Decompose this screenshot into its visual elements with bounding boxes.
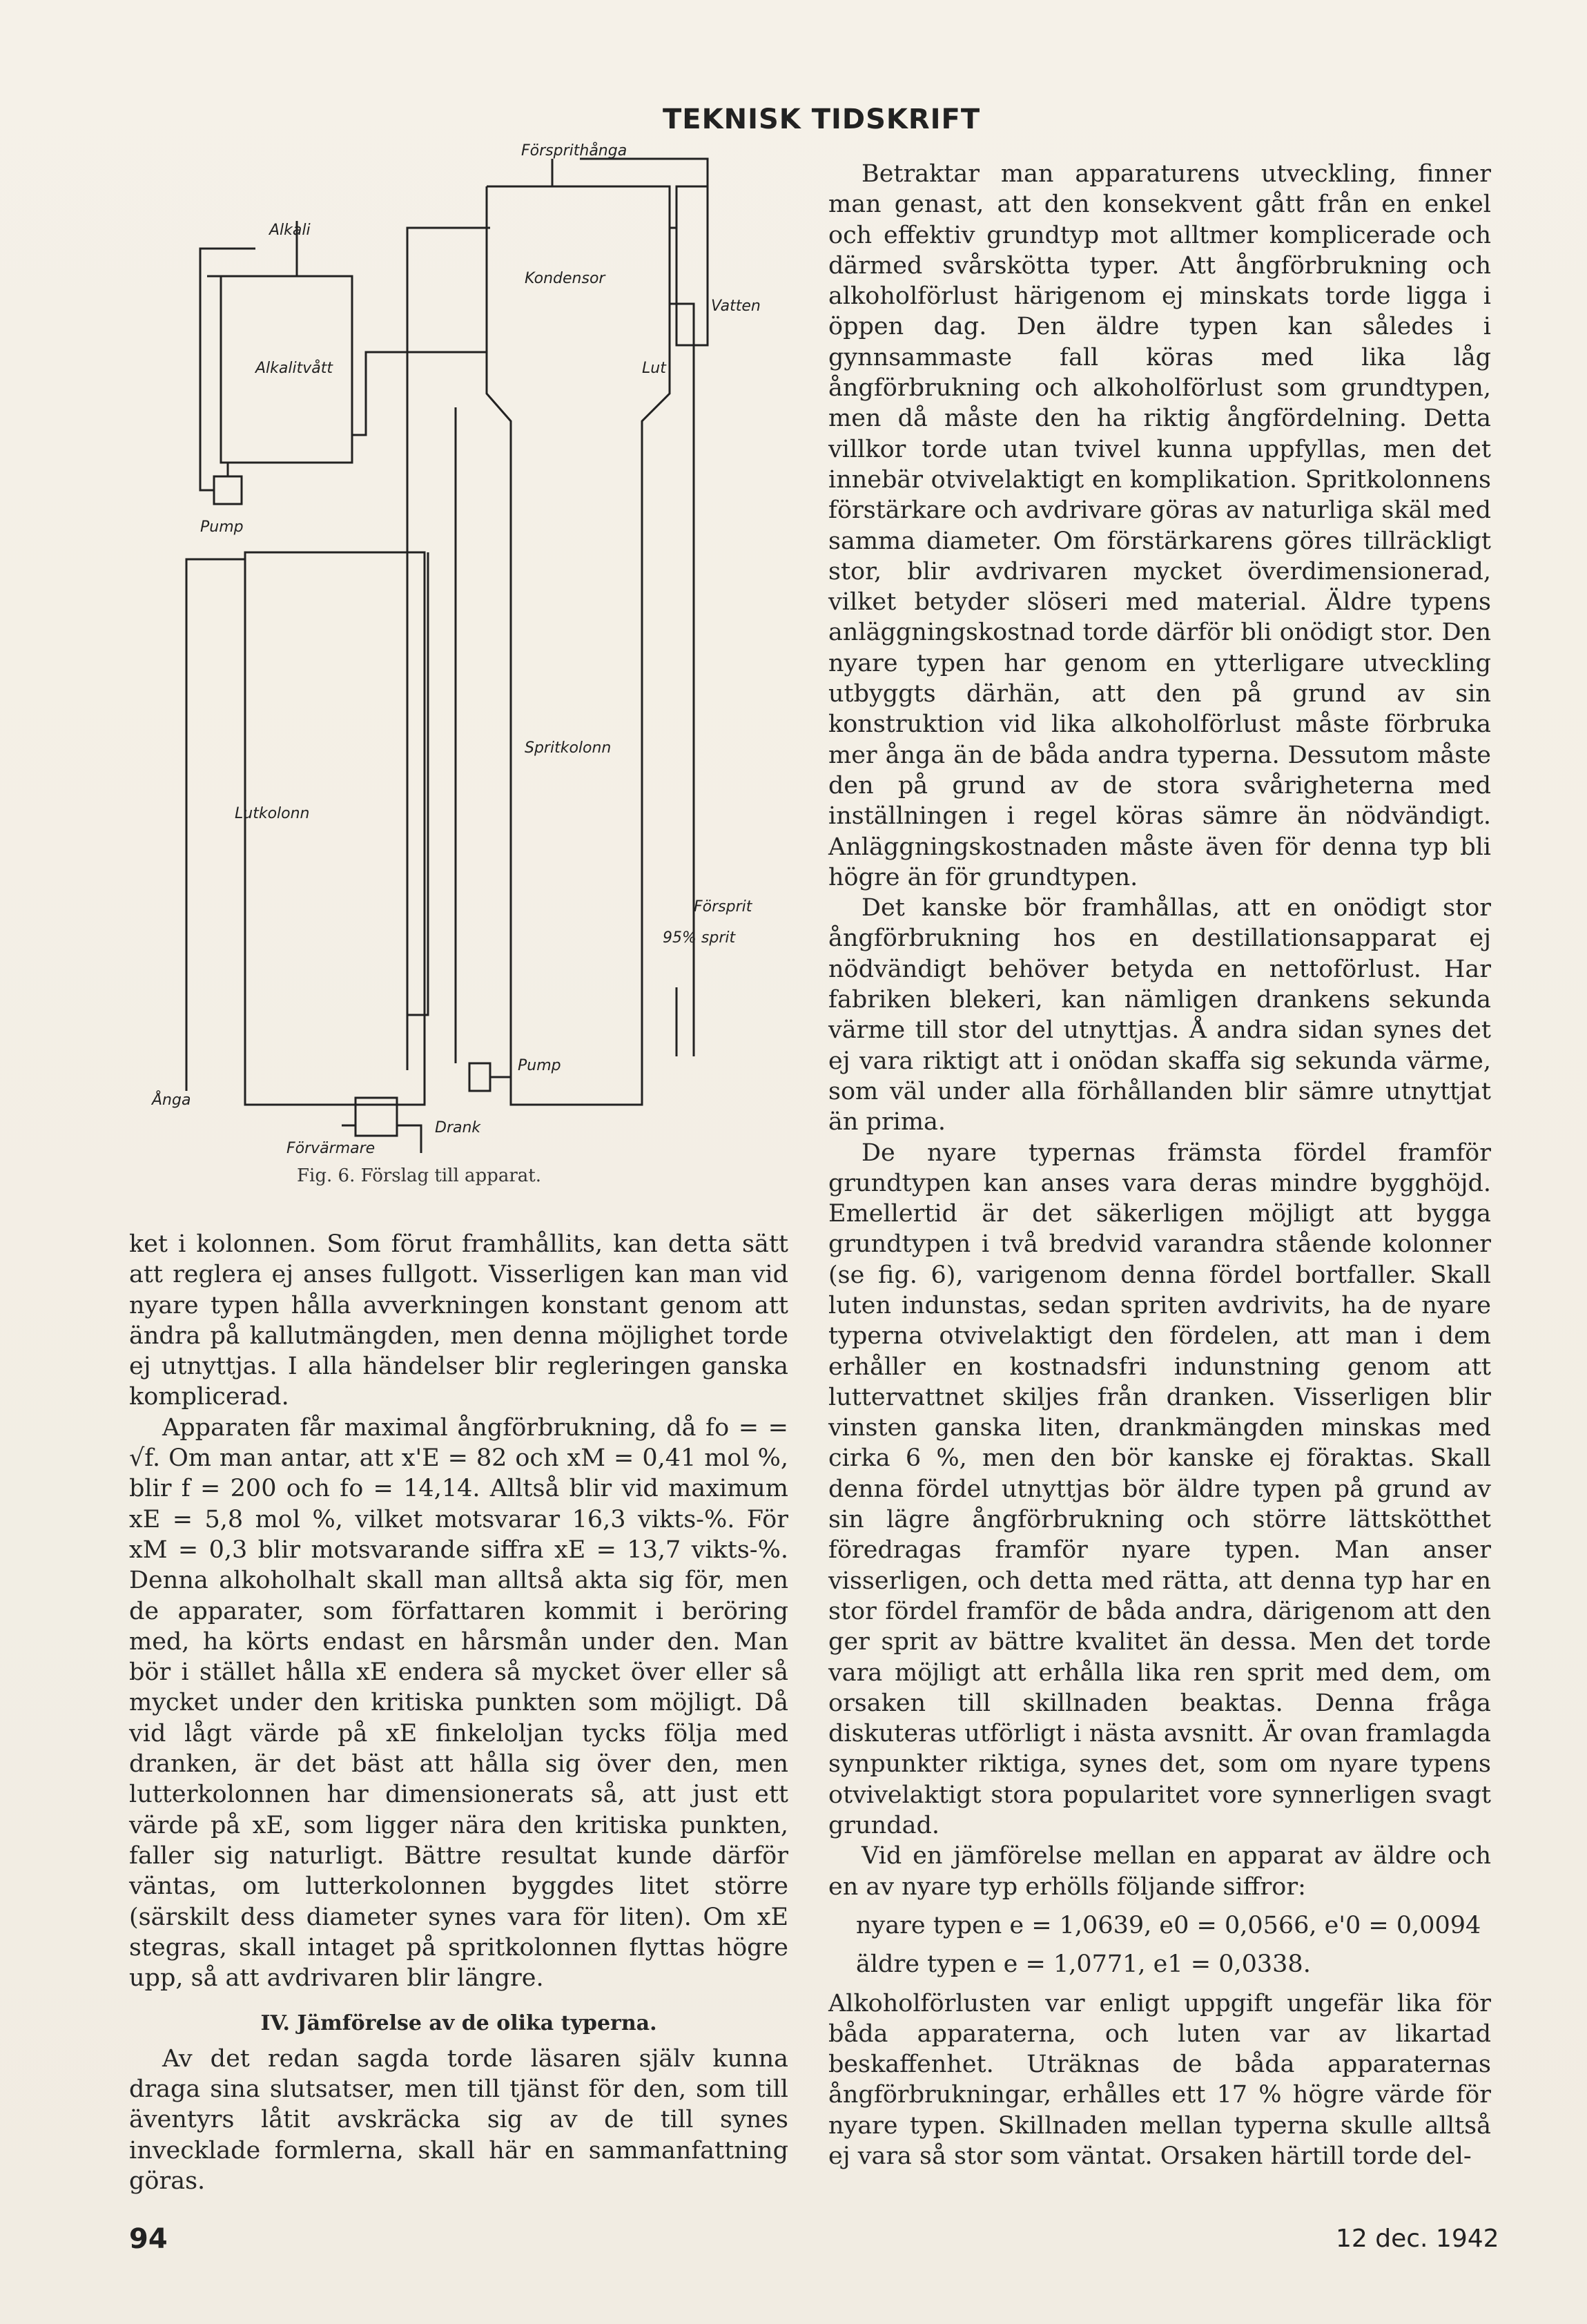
paragraph: Det kanske bör framhållas, att en onödigt stor ångförbrukning hos en destillationsapparat ej nödvändigt behöver betyda en nettoförlust. Har fabriken blekeri, kan nämligen drankens sekunda värme till stor del utnyttjas. Å andra sidan synes det ej vara riktigt att i onödan skaffa sig sekunda värme, som väl under alla förhållanden blir sämre utnyttjat än prima. [828,894,1491,1136]
paragraph: Vid en jämförelse mellan en apparat av äldre och en av nyare typ erhölls följande siffror: [828,1842,1491,1901]
label-forvarmare: Förvärmare [286,1140,376,1157]
label-sprit95: 95% sprit [663,929,736,947]
forspritkylare [676,186,708,345]
apparatus-diagram [152,142,787,1174]
figure-caption: Fig. 6. Förslag till apparat. [297,1165,541,1186]
label-alkalivatt: Alkalitvått [255,360,333,377]
label-pump-top: Pump [200,519,244,536]
label-drank: Drank [435,1119,481,1136]
figure-6 [152,142,787,1174]
spritkolonn-vessel [487,186,670,1105]
page-number: 94 [129,2223,168,2255]
label-lutkolonn: Lutkolonn [235,805,310,822]
label-alkali: Alkali [269,222,311,239]
label-vatten: Vatten [711,298,761,315]
label-forsprit-ang: Försprithånga [521,142,627,159]
paragraph: De nyare typernas främsta fördel framför grundtypen kan anses vara deras mindre bygghöjd. Emellertid är det säkerligen möjligt att bygga grundtypen i två bredvid varandra stående kolonner (se fig. 6), varigenom denna fördel bortfaller. Skall luten indunstas, sedan spriten avdrivits, ha de nyare typerna otvivelaktigt den fördelen, att man i dem erhåller en kostnadsfri indunstning genom att luttervattnet skiljes från dranken. Visserligen blir vinsten ganska liten, drankmängden minskas med cirka 6 %, men den bör kanske ej föraktas. Skall denna fördel utnyttjas bör äldre typen på grund av sin lägre ångförbrukning och större lättskötthet föredragas framför nyare typen. Man anser visserligen, och detta med rätta, att denna typ har en stor fördel framför de båda andra, därigenom att den ger sprit av bättre kvalitet än dessa. Men det torde vara möjligt att erhålla lika ren sprit med dem, om orsaken till skillnaden beaktas. Denna fråga diskuteras utförligt i nästa avsnitt. Är ovan framlagda synpunkter riktiga, synes det, som om nyare typens otvivelaktigt stora popularitet vore synnerligen svagt grundad. [828,1139,1491,1840]
right-text-column [828,159,1491,2171]
paragraph: ket i kolonnen. Som förut framhållits, kan detta sätt att reglera ej anses fullgott. Visserligen kan man vid nyare typen hålla avverkningen konstant genom att ändra på kallutmängden, men denna möjlighet torde ej utnyttjas. I alla händelser blir regleringen ganska komplicerad. [129,1230,788,1411]
paragraph: Alkoholförlusten var enligt uppgift ungefär lika för båda apparaterna, och luten var av likartad beskaffenhet. Uträknas de båda apparaternas ångförbrukningar, erhålles ett 17 % högre värde för nyare typen. Skillnaden mellan typerna skulle alltså ej vara så stor som väntat. Orsaken härtill torde del- [828,1989,1491,2170]
formula-nyare: nyare typen e = 1,0639, e0 = 0,0566, e'0 = 0,0094 [856,1911,1481,1939]
label-spritkolonn: Spritkolonn [525,739,612,757]
label-lut-top: Lut [642,360,666,377]
forvarmare-box [356,1098,397,1136]
left-text-column [129,1229,788,2196]
label-anga: Ånga [152,1092,191,1109]
pump-top [214,476,242,504]
journal-header: TEKNISK TIDSKRIFT [663,104,981,135]
label-forsprit: Försprit [694,898,752,916]
label-pump-bottom: Pump [518,1057,561,1074]
issue-date: 12 dec. 1942 [1336,2225,1499,2253]
paragraph: Av det redan sagda torde läsaren själv kunna draga sina slutsatser, men till tjänst för den, som till äventyrs låtit avskräcka sig av de till synes invecklade formlerna, skall här en sammanfattning göras. [129,2044,788,2195]
paragraph: Betraktar man apparaturens utveckling, finner man genast, att den konsekvent gått från en enkel och effektiv grundtyp mot alltmer komplicerade och därmed svårskötta typer. Att ångförbrukning och alkoholförlust härigenom ej minskats torde ligga i öppen dag. Den äldre typen kan således i gynnsammaste fall köras med lika låg ångförbrukning och alkoholförlust som grundtypen, men då måste den ha riktig ångfördelning. Detta villkor torde utan tvivel kunna uppfyllas, men det innebär otvivelaktigt en komplikation. Spritkolonnens förstärkare och avdrivare göras av naturliga skäl med samma diameter. Om förstärkarens göres tillräckligt stor, blir avdrivaren mycket överdimensionerad, vilket betyder slöseri med material. Äldre typens anläggningskostnad torde därför bli onödigt stor. Den nyare typen har genom en ytterligare utveckling utbyggts därhän, att den på grund av sin konstruktion vid lika alkoholförlust måste förbruka mer ånga än de båda andra typerna. Dessutom måste den på grund av de stora svårigheterna med inställningen i regel köras sämre än nödvändigt. Anläggningskostnaden måste även för denna typ bli högre än för grundtypen. [828,160,1491,891]
lutkolonn-vessel [245,552,425,1105]
formula-aldre: äldre typen e = 1,0771, e1 = 0,0338. [856,1950,1311,1979]
section-heading: IV. Jämförelse av de olika typerna. [260,2011,657,2036]
label-kondensor: Kondensor [525,270,605,287]
paragraph: Apparaten får maximal ångförbrukning, då fo = = √f. Om man antar, att x'E = 82 och xM = 0,41 mol %, blir f = 200 och fo = 14,14. Alltså blir vid maximum xE = 5,8 mol %, vilket motsvarar 16,3 vikts-%. För xM = 0,3 blir motsvarande siffra xE = 13,7 vikts-%. Denna alkoholhalt skall man alltså akta sig för, men de apparater, som författaren kommit i beröring med, ha körts endast en hårsmån under den. Man bör i stället hålla xE endera så mycket över eller så mycket under den kritiska punkten som möjligt. Då vid lågt värde på xE finkeloljan tycks följa med dranken, är det bäst att hålla sig över den, men lutterkolonnen har dimensionerats så, att just ett värde på xE, som ligger nära den kritiska punkten, faller sig naturligt. Bättre resultat kunde därför väntas, om lutterkolonnen byggdes litet större (särskilt dess diameter synes vara för liten). Om xE stegras, skall intaget på spritkolonnen flyttas högre upp, så att avdrivaren blir längre. [129,1413,788,1993]
pump-bottom [469,1063,490,1091]
